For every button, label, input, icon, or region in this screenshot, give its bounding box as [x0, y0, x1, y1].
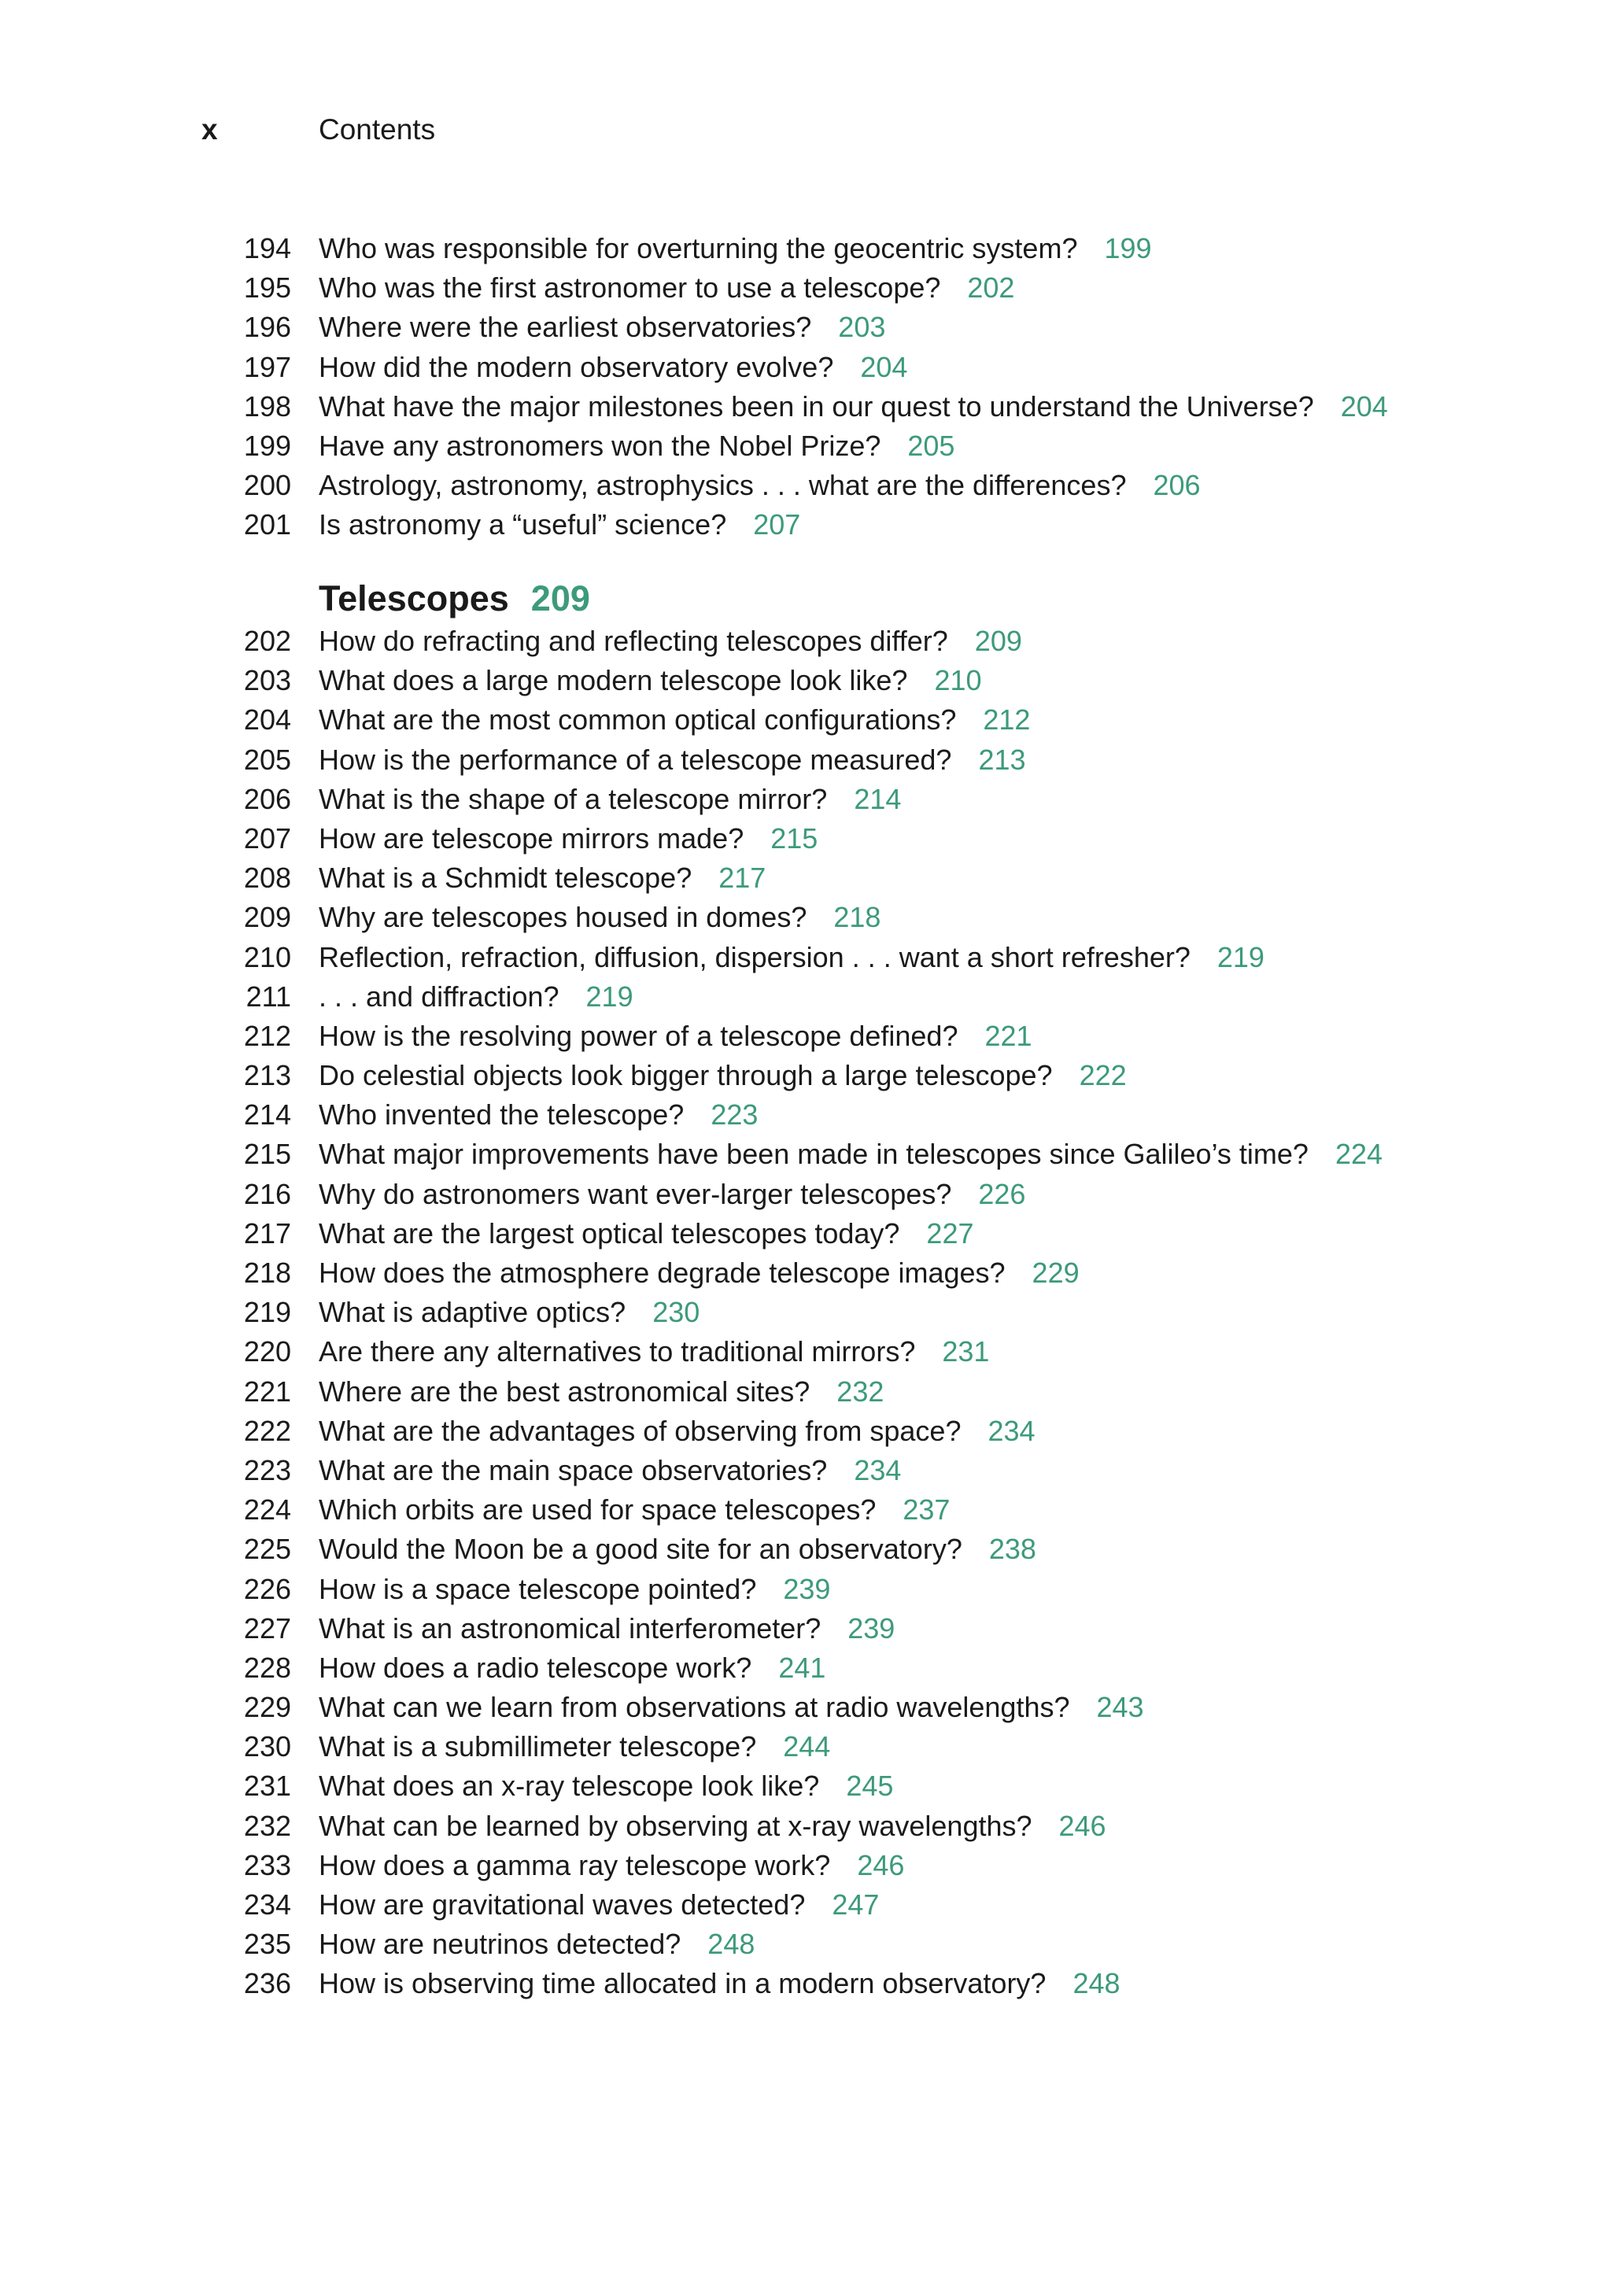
- toc-entry[interactable]: [0, 1885, 1617, 1925]
- entry-question: How is the performance of a telescope measured?: [319, 743, 952, 776]
- entry-number: 197: [243, 350, 291, 383]
- entry-question-line: [319, 1688, 1144, 1727]
- entry-question-line: [319, 308, 885, 347]
- toc-entry[interactable]: [0, 1253, 1617, 1293]
- entry-number: 236: [243, 1967, 291, 2000]
- toc-entry[interactable]: [0, 466, 1617, 505]
- toc-entry[interactable]: [0, 1017, 1617, 1056]
- entry-number: 220: [243, 1335, 291, 1368]
- toc-entry[interactable]: [0, 1925, 1617, 1964]
- toc-entry[interactable]: [0, 1372, 1617, 1412]
- toc-entry[interactable]: [0, 268, 1617, 308]
- entry-question-line: [319, 1332, 989, 1371]
- entry-question: Is astronomy a “useful” science?: [319, 508, 727, 541]
- entry-number: 218: [243, 1257, 291, 1289]
- section-heading[interactable]: [319, 576, 1617, 622]
- entry-question: What is a submillimeter telescope?: [319, 1730, 757, 1763]
- entry-question: What does a large modern telescope look like?: [319, 664, 908, 697]
- entry-page-number[interactable]: 203: [838, 311, 886, 344]
- entry-question: What are the main space observatories?: [319, 1453, 828, 1486]
- entry-number: 202: [243, 625, 291, 657]
- entry-page-number[interactable]: 202: [967, 271, 1015, 305]
- entry-question-line: [319, 1412, 1036, 1451]
- entry-question-line: [319, 348, 907, 387]
- entry-question: What is the shape of a telescope mirror?: [319, 782, 828, 815]
- entry-page-number[interactable]: 234: [854, 1453, 902, 1486]
- entry-number: 210: [243, 940, 291, 973]
- entry-question: Have any astronomers won the Nobel Prize?: [319, 429, 881, 462]
- entry-question: How are neutrinos detected?: [319, 1928, 681, 1961]
- entry-number: 221: [243, 1375, 291, 1408]
- entry-number: 207: [243, 821, 291, 855]
- entry-question-line: [319, 1372, 884, 1412]
- entry-question-line: [319, 700, 1030, 740]
- entry-number: 203: [243, 664, 291, 697]
- entry-page-number[interactable]: 224: [1335, 1138, 1383, 1171]
- entry-number: 205: [243, 743, 291, 776]
- entry-page-number[interactable]: 219: [1216, 940, 1264, 973]
- entry-question: Are there any alternatives to traditional mirrors?: [319, 1335, 916, 1368]
- entry-question: What are the largest optical telescopes today?: [319, 1216, 900, 1250]
- entry-page-number[interactable]: 210: [934, 664, 982, 697]
- entry-question: Who was responsible for overturning the geocentric system?: [319, 232, 1078, 264]
- entry-question: Reflection, refraction, diffusion, dispersion . . . want a short refresher?: [319, 940, 1191, 973]
- toc-entry[interactable]: [0, 1648, 1617, 1688]
- toc-entry[interactable]: [0, 858, 1617, 898]
- entry-number: 194: [243, 232, 291, 264]
- entry-question-line: [319, 1609, 895, 1648]
- entry-number: 219: [243, 1296, 291, 1329]
- entry-question-line: [319, 1214, 974, 1253]
- toc-entry[interactable]: [0, 1412, 1617, 1451]
- entry-number: 222: [243, 1414, 291, 1447]
- toc-entry[interactable]: [0, 1727, 1617, 1766]
- toc-entry[interactable]: [0, 348, 1617, 387]
- entry-page-number[interactable]: 209: [974, 625, 1022, 657]
- toc-entry[interactable]: [0, 1609, 1617, 1648]
- entry-question-line: [319, 977, 633, 1017]
- toc-entry[interactable]: [0, 1570, 1617, 1609]
- entry-question: What is a Schmidt telescope?: [319, 862, 692, 895]
- entry-number: 216: [243, 1177, 291, 1210]
- entry-question-line: [319, 1490, 950, 1530]
- toc-entry[interactable]: [0, 622, 1617, 661]
- entry-page-number[interactable]: 232: [836, 1375, 884, 1408]
- entry-question-line: [319, 229, 1152, 268]
- entry-question: Which orbits are used for space telescopes?: [319, 1493, 877, 1526]
- entry-page-number[interactable]: 244: [783, 1730, 831, 1763]
- entry-question: What major improvements have been made in telescopes since Galileo’s time?: [319, 1138, 1309, 1171]
- entry-question-line: [319, 1925, 755, 1964]
- entry-page-number[interactable]: 234: [988, 1414, 1036, 1447]
- entry-page-number[interactable]: 248: [1072, 1967, 1120, 2000]
- entry-page-number[interactable]: 205: [907, 429, 955, 462]
- entry-number: 209: [243, 901, 291, 934]
- toc-section-history: [0, 229, 1617, 545]
- entry-question-line: [319, 622, 1022, 661]
- entry-question: Would the Moon be a good site for an observatory?: [319, 1533, 962, 1566]
- toc-entry[interactable]: [0, 740, 1617, 780]
- entry-page-number[interactable]: 246: [857, 1848, 905, 1881]
- toc-entry[interactable]: [0, 1846, 1617, 1885]
- entry-page-number[interactable]: 241: [778, 1651, 826, 1684]
- entry-question-line: [319, 1964, 1120, 2003]
- entry-question-line: [319, 1885, 879, 1925]
- entry-question: How are telescope mirrors made?: [319, 821, 744, 855]
- section-title: Telescopes: [319, 578, 509, 618]
- toc-entry[interactable]: [0, 308, 1617, 347]
- toc-entry[interactable]: [0, 977, 1617, 1017]
- entry-page-number[interactable]: 221: [984, 1019, 1032, 1052]
- entry-page-number[interactable]: 237: [903, 1493, 951, 1526]
- entry-question-line: [319, 1530, 1036, 1569]
- toc-entry[interactable]: [0, 1807, 1617, 1846]
- entry-question: How did the modern observatory evolve?: [319, 350, 834, 383]
- entry-question: How is observing time allocated in a modern observatory?: [319, 1967, 1047, 2000]
- entry-question: Do celestial objects look bigger through a large telescope?: [319, 1059, 1053, 1092]
- entry-question-line: [319, 661, 982, 700]
- toc-entry[interactable]: [0, 661, 1617, 700]
- entry-question-line: [319, 466, 1201, 505]
- entry-number: 225: [243, 1533, 291, 1566]
- toc-entry[interactable]: [0, 1214, 1617, 1253]
- entry-question-line: [319, 426, 954, 466]
- entry-question: What is an astronomical interferometer?: [319, 1611, 821, 1644]
- entry-page-number[interactable]: 213: [978, 743, 1026, 776]
- entry-page-number[interactable]: 204: [1340, 389, 1388, 423]
- entry-question: Who invented the telescope?: [319, 1098, 685, 1131]
- entry-page-number[interactable]: 229: [1032, 1257, 1080, 1289]
- entry-number: 229: [243, 1691, 291, 1724]
- entry-page-number[interactable]: 239: [783, 1572, 831, 1605]
- entry-number: 232: [243, 1809, 291, 1842]
- entry-question-line: [319, 740, 1026, 780]
- entry-page-number[interactable]: 245: [846, 1770, 894, 1803]
- entry-number: 235: [243, 1928, 291, 1961]
- entry-question-line: [319, 505, 800, 544]
- entry-question-line: [319, 1253, 1080, 1293]
- entry-page-number[interactable]: 223: [711, 1098, 759, 1131]
- toc-entry[interactable]: [0, 819, 1617, 858]
- toc-entry[interactable]: [0, 505, 1617, 544]
- entry-page-number[interactable]: 247: [832, 1888, 880, 1921]
- toc-entry[interactable]: [0, 780, 1617, 819]
- entry-question-line: [319, 387, 1388, 426]
- entry-number: 230: [243, 1730, 291, 1763]
- section-page-number: 209: [530, 578, 590, 618]
- toc-entry[interactable]: [0, 1688, 1617, 1727]
- entry-page-number[interactable]: 215: [770, 821, 818, 855]
- entry-question: What is adaptive optics?: [319, 1296, 626, 1329]
- entry-question: What have the major milestones been in our quest to understand the Universe?: [319, 389, 1314, 423]
- entry-question: How does a gamma ray telescope work?: [319, 1848, 831, 1881]
- toc-entry[interactable]: [0, 1766, 1617, 1806]
- toc-entry[interactable]: [0, 1964, 1617, 2003]
- entry-number: 231: [243, 1770, 291, 1803]
- entry-number: 200: [243, 469, 291, 502]
- entry-page-number[interactable]: 231: [942, 1335, 990, 1368]
- toc-entry[interactable]: [0, 1451, 1617, 1490]
- entry-question: What does an x-ray telescope look like?: [319, 1770, 820, 1803]
- entry-page-number[interactable]: 222: [1079, 1059, 1127, 1092]
- entry-question: Why are telescopes housed in domes?: [319, 901, 807, 934]
- toc-entry[interactable]: [0, 1175, 1617, 1214]
- entry-question-line: [319, 1135, 1383, 1174]
- toc-entry[interactable]: [0, 1135, 1617, 1174]
- toc-entry[interactable]: [0, 1490, 1617, 1530]
- toc-entry[interactable]: [0, 387, 1617, 426]
- entry-page-number[interactable]: 230: [652, 1296, 700, 1329]
- entry-number: 227: [243, 1611, 291, 1644]
- entry-number: 199: [243, 429, 291, 462]
- entry-number: 208: [243, 862, 291, 895]
- entry-question-line: [319, 1056, 1127, 1095]
- entry-question-line: [319, 1648, 825, 1688]
- entry-question: How is a space telescope pointed?: [319, 1572, 757, 1605]
- entry-number: 234: [243, 1888, 291, 1921]
- entry-page-number[interactable]: 243: [1096, 1691, 1144, 1724]
- entry-page-number[interactable]: 238: [988, 1533, 1036, 1566]
- entry-question: What are the most common optical configurations?: [319, 703, 957, 736]
- running-head-title: Contents: [319, 113, 436, 146]
- toc-entry[interactable]: [0, 1095, 1617, 1135]
- entry-question-line: [319, 938, 1264, 977]
- toc-entry[interactable]: [0, 1056, 1617, 1095]
- entry-question: Astrology, astronomy, astrophysics . . . what are the differences?: [319, 469, 1127, 502]
- entry-question: Who was the first astronomer to use a telescope?: [319, 271, 941, 305]
- entry-number: 233: [243, 1848, 291, 1881]
- entry-page-number[interactable]: 227: [926, 1216, 974, 1250]
- entry-number: 196: [243, 311, 291, 344]
- toc-entry[interactable]: [0, 1293, 1617, 1332]
- entry-question: How are gravitational waves detected?: [319, 1888, 806, 1921]
- entry-number: 211: [246, 980, 291, 1013]
- entry-question-line: [319, 268, 1014, 308]
- entry-page-number[interactable]: 199: [1104, 232, 1152, 264]
- toc-entry[interactable]: [0, 898, 1617, 937]
- entry-question-line: [319, 1017, 1032, 1056]
- entry-page-number[interactable]: 248: [707, 1928, 755, 1961]
- entry-number: 217: [243, 1216, 291, 1250]
- entry-number: 224: [243, 1493, 291, 1526]
- entry-number: 213: [243, 1059, 291, 1092]
- entry-question-line: [319, 1175, 1025, 1214]
- entry-question-line: [319, 1846, 904, 1885]
- entry-number: 212: [243, 1019, 291, 1052]
- entry-number: 215: [243, 1138, 291, 1171]
- toc-entry[interactable]: [0, 1332, 1617, 1371]
- entry-page-number[interactable]: 239: [847, 1611, 895, 1644]
- entry-question-line: [319, 1451, 901, 1490]
- entry-question: What can we learn from observations at radio wavelengths?: [319, 1691, 1070, 1724]
- entry-number: 226: [243, 1572, 291, 1605]
- entry-question: Where are the best astronomical sites?: [319, 1375, 810, 1408]
- entry-number: 214: [243, 1098, 291, 1131]
- entry-page-number[interactable]: 219: [585, 980, 633, 1013]
- entry-question-line: [319, 858, 766, 898]
- entry-question: Where were the earliest observatories?: [319, 311, 812, 344]
- entry-question: How is the resolving power of a telescope defined?: [319, 1019, 958, 1052]
- entry-page-number[interactable]: 226: [978, 1177, 1026, 1210]
- entry-question-line: [319, 1095, 758, 1135]
- running-head: [0, 110, 1617, 149]
- entry-question-line: [319, 1766, 893, 1806]
- entry-page-number[interactable]: 206: [1153, 469, 1201, 502]
- entry-page-number[interactable]: 212: [983, 703, 1031, 736]
- entry-number: 223: [243, 1453, 291, 1486]
- entry-number: 204: [243, 703, 291, 736]
- entry-question-line: [319, 819, 818, 858]
- toc-entry[interactable]: [0, 700, 1617, 740]
- entry-question: What can be learned by observing at x-ray wavelengths?: [319, 1809, 1032, 1842]
- page-folio: x: [201, 113, 218, 146]
- entry-page-number[interactable]: 246: [1058, 1809, 1106, 1842]
- toc-section-telescopes: [0, 576, 1617, 2004]
- entry-question: . . . and diffraction?: [319, 980, 559, 1013]
- entry-question: Why do astronomers want ever-larger telescopes?: [319, 1177, 952, 1210]
- entry-number: 201: [243, 508, 291, 541]
- entry-question-line: [319, 1293, 700, 1332]
- entry-page-number[interactable]: 218: [833, 901, 881, 934]
- entry-number: 228: [243, 1651, 291, 1684]
- entry-number: 206: [243, 782, 291, 815]
- entry-number: 198: [243, 389, 291, 423]
- entry-question: How do refracting and reflecting telescopes differ?: [319, 625, 948, 657]
- entry-page-number[interactable]: 217: [718, 862, 766, 895]
- entry-number: 195: [243, 271, 291, 305]
- entry-question-line: [319, 1807, 1106, 1846]
- toc-entry[interactable]: [0, 1530, 1617, 1569]
- entry-question: How does a radio telescope work?: [319, 1651, 752, 1684]
- entry-question-line: [319, 780, 901, 819]
- entry-question-line: [319, 1727, 830, 1766]
- entry-page-number[interactable]: 204: [860, 350, 908, 383]
- toc-entry[interactable]: [0, 426, 1617, 466]
- entry-page-number[interactable]: 207: [753, 508, 801, 541]
- entry-page-number[interactable]: 214: [854, 782, 902, 815]
- toc-entry[interactable]: [0, 938, 1617, 977]
- toc-entry[interactable]: [0, 229, 1617, 268]
- entry-question: How does the atmosphere degrade telescope images?: [319, 1257, 1006, 1289]
- entry-question-line: [319, 1570, 830, 1609]
- entry-question-line: [319, 898, 880, 937]
- entry-question: What are the advantages of observing from space?: [319, 1414, 962, 1447]
